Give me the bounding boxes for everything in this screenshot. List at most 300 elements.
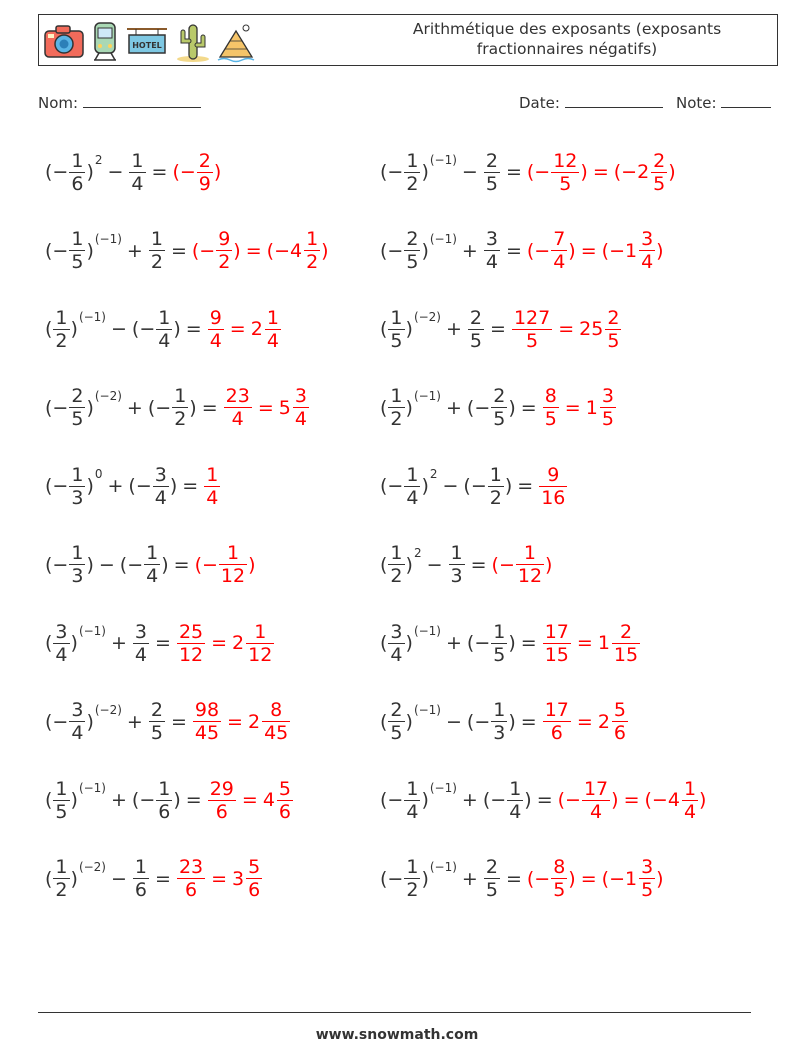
numerator: 1 (450, 542, 463, 564)
fraction (69, 385, 85, 430)
denominator: 3 (71, 565, 84, 587)
denominator: 4 (683, 800, 697, 823)
fraction (582, 778, 610, 823)
problem-question (380, 464, 538, 509)
fraction (491, 385, 507, 430)
title-line-1: Arithmétique des exposants (exposants (412, 20, 722, 38)
fraction (639, 228, 655, 273)
fraction (605, 307, 621, 352)
worksheet-header (38, 14, 778, 66)
fraction (156, 307, 172, 352)
problem-item (45, 216, 329, 286)
numerator: 2 (150, 699, 163, 721)
denominator: 5 (526, 329, 539, 352)
denominator: 2 (489, 486, 502, 509)
denominator: 6 (278, 800, 291, 823)
numerator: 3 (601, 385, 614, 407)
whole-number: 2 (232, 632, 245, 654)
numerator: 3 (154, 463, 167, 486)
parenthesis: ( (131, 318, 140, 340)
denominator: 4 (209, 329, 222, 352)
denominator: 5 (390, 329, 403, 352)
minus-sign: − (52, 239, 69, 262)
parenthesis: ( (380, 553, 388, 576)
parenthesis: ( (466, 710, 475, 733)
numerator: 7 (553, 228, 566, 250)
denominator: 3 (71, 486, 84, 509)
problem-item (380, 137, 676, 207)
numerator: 1 (406, 856, 419, 878)
denominator: 5 (641, 879, 654, 901)
parenthesis: ) (405, 632, 413, 654)
fraction (293, 385, 309, 430)
operator: − (111, 867, 127, 890)
denominator: 2 (218, 251, 231, 273)
parenthesis: ) (70, 632, 78, 654)
denominator: 15 (544, 643, 569, 666)
problem-answer (223, 385, 310, 430)
equals-sign: = (520, 396, 537, 419)
parenthesis: ) (699, 789, 707, 811)
numerator: 1 (266, 306, 279, 329)
fraction (484, 150, 500, 195)
problem-item (45, 608, 275, 678)
parenthesis: ( (45, 396, 53, 419)
numerator: 2 (493, 385, 506, 407)
parenthesis: ( (45, 318, 53, 340)
grade-label: Note: (676, 94, 717, 112)
fraction (133, 856, 149, 901)
whole-number: 25 (579, 318, 604, 340)
parenthesis: ( (380, 239, 388, 262)
numerator: 17 (544, 620, 569, 643)
parenthesis: ) (421, 789, 429, 811)
minus-sign: − (387, 161, 404, 183)
problem-item (380, 451, 568, 521)
fraction (651, 150, 667, 195)
equals-sign: = (505, 239, 522, 262)
pyramid-icon (216, 19, 260, 63)
numerator: 3 (641, 228, 654, 250)
denominator: 5 (71, 408, 84, 430)
numerator: 1 (71, 542, 84, 564)
parenthesis: ) (173, 789, 181, 811)
parenthesis: ( (644, 789, 652, 811)
minus-sign: − (565, 789, 581, 811)
parenthesis: ( (380, 789, 388, 811)
whole-number: 2 (247, 710, 261, 733)
denominator: 5 (653, 172, 666, 195)
denominator: 4 (71, 722, 84, 744)
numerator: 2 (406, 228, 419, 250)
parenthesis: ( (191, 239, 200, 262)
numerator: 1 (206, 463, 219, 486)
problem-answer (527, 150, 676, 195)
minus-sign: − (474, 396, 491, 419)
problem-item (45, 844, 263, 914)
exponent: (−2) (413, 310, 441, 324)
fraction (404, 228, 420, 273)
equals-sign: = (576, 710, 593, 733)
denominator: 6 (215, 800, 228, 823)
parenthesis: ( (45, 553, 53, 576)
exponent: (−1) (78, 310, 106, 324)
numerator: 2 (619, 620, 633, 643)
minus-sign: − (201, 553, 218, 576)
fraction (551, 150, 579, 195)
parenthesis: ) (545, 553, 553, 576)
grade-field[interactable] (676, 93, 771, 112)
minus-sign: − (179, 161, 196, 183)
minus-sign: − (609, 239, 625, 262)
denominator: 5 (150, 722, 163, 744)
name-field[interactable] (38, 93, 201, 112)
equals-sign: = (580, 239, 597, 262)
denominator: 3 (450, 565, 463, 587)
parenthesis: ) (504, 475, 513, 497)
parenthesis: ( (45, 161, 53, 183)
parenthesis: ) (86, 553, 94, 576)
fraction (543, 385, 559, 430)
fraction (388, 307, 404, 352)
fraction (208, 307, 224, 352)
tram-icon (90, 19, 120, 63)
problem-answer (492, 542, 553, 587)
equals-sign: = (470, 553, 487, 576)
parenthesis: ( (380, 867, 388, 890)
equals-sign: = (211, 632, 228, 654)
fraction (144, 542, 160, 587)
operator: − (446, 710, 462, 733)
denominator: 4 (131, 172, 144, 195)
parenthesis: ) (421, 867, 429, 890)
fraction (388, 385, 404, 430)
parenthesis: ) (405, 710, 413, 733)
problem-item (45, 530, 256, 600)
numerator: 12 (553, 149, 578, 172)
numerator: 1 (146, 542, 159, 564)
fraction (69, 150, 85, 195)
problem-answer (511, 307, 622, 352)
equals-sign: = (155, 867, 171, 890)
numerator: 1 (509, 777, 522, 800)
numerator: 29 (209, 777, 234, 800)
fraction (484, 856, 500, 901)
numerator: 1 (71, 463, 84, 486)
numerator: 1 (523, 542, 536, 564)
denominator: 12 (178, 643, 204, 666)
denominator: 4 (553, 251, 566, 273)
equals-sign: = (170, 239, 187, 262)
date-blank[interactable] (565, 93, 663, 108)
exponent: (−1) (413, 624, 441, 638)
problem-answer (176, 621, 275, 666)
minus-sign: − (470, 475, 487, 497)
numerator: 127 (513, 306, 551, 329)
fraction (484, 228, 500, 273)
problem-question (45, 621, 176, 666)
numerator: 2 (71, 385, 84, 407)
fraction (404, 856, 420, 901)
fraction (488, 464, 504, 509)
parenthesis: ( (266, 239, 275, 262)
denominator: 2 (55, 879, 68, 901)
numerator: 1 (55, 306, 68, 329)
operator: − (98, 553, 115, 576)
numerator: 1 (55, 856, 68, 878)
svg-text:HOTEL: HOTEL (132, 41, 162, 50)
whole-number: 4 (262, 789, 275, 811)
cactus-icon (174, 19, 212, 63)
denominator: 5 (493, 408, 506, 430)
problem-answer (176, 856, 263, 901)
numerator: 2 (607, 306, 620, 329)
numerator: 2 (390, 699, 403, 721)
parenthesis: ( (45, 710, 53, 733)
fraction (129, 150, 145, 195)
minus-sign: − (387, 239, 404, 262)
numerator: 5 (248, 856, 261, 878)
whole-number: 2 (637, 161, 650, 183)
parenthesis: ( (466, 396, 475, 419)
operator: + (461, 789, 478, 811)
problem-question (380, 621, 542, 666)
fraction (682, 778, 698, 823)
numerator: 1 (150, 228, 163, 250)
worksheet-title (377, 19, 757, 59)
denominator: 4 (206, 486, 219, 509)
numerator: 3 (390, 620, 403, 643)
numerator: 9 (209, 306, 222, 329)
parenthesis: ) (213, 161, 222, 183)
fraction (224, 385, 252, 430)
parenthesis: ( (380, 710, 388, 733)
denominator: 6 (158, 800, 171, 823)
fraction (69, 464, 85, 509)
fraction (197, 150, 213, 195)
problem-item (380, 687, 629, 757)
denominator: 6 (134, 879, 148, 901)
fraction (600, 385, 616, 430)
fraction (388, 542, 404, 587)
exponent: (−1) (78, 624, 106, 638)
denominator: 5 (553, 879, 566, 901)
equals-sign: = (592, 161, 609, 183)
minus-sign: − (609, 867, 625, 890)
denominator: 6 (550, 722, 563, 744)
denominator: 5 (71, 251, 84, 273)
numerator: 17 (544, 699, 569, 721)
equals-sign: = (576, 632, 593, 654)
exponent: 0 (94, 467, 103, 481)
denominator: 6 (248, 879, 261, 901)
date-label: Date: (519, 94, 560, 112)
problem-answer (172, 150, 221, 195)
minus-sign: − (498, 553, 515, 576)
exponent: (−1) (78, 781, 106, 795)
fraction (612, 699, 628, 744)
denominator: 12 (220, 565, 246, 587)
equals-sign: = (505, 161, 522, 183)
equals-sign: = (245, 239, 262, 262)
denominator: 4 (641, 251, 654, 273)
numerator: 1 (406, 149, 419, 172)
fraction (53, 621, 69, 666)
fraction (219, 542, 247, 587)
parenthesis: ) (421, 239, 429, 262)
parenthesis: ) (656, 239, 664, 262)
parenthesis: ( (194, 553, 202, 576)
equals-sign: = (520, 632, 537, 654)
parenthesis: ) (508, 632, 516, 654)
numerator: 1 (306, 228, 319, 250)
fraction (172, 385, 188, 430)
numerator: 3 (294, 385, 307, 407)
parenthesis: ) (70, 789, 78, 811)
equals-sign: = (151, 161, 168, 183)
exponent: (−1) (429, 153, 457, 167)
denominator: 2 (55, 329, 68, 352)
numerator: 1 (406, 463, 419, 486)
fraction (204, 464, 220, 509)
problem-item (45, 294, 282, 364)
minus-sign: − (621, 161, 638, 183)
minus-sign: − (387, 475, 404, 497)
problem-item (380, 608, 641, 678)
numerator: 1 (71, 228, 84, 250)
date-field[interactable] (519, 93, 663, 112)
denominator: 4 (485, 251, 498, 273)
denominator: 4 (146, 565, 159, 587)
operator: − (442, 475, 459, 497)
whole-number: 3 (232, 867, 245, 890)
minus-sign: − (534, 161, 551, 183)
denominator: 5 (485, 172, 498, 195)
fraction (177, 856, 205, 901)
denominator: 6 (613, 722, 626, 744)
numerator: 3 (71, 699, 84, 721)
problem-question (380, 228, 527, 273)
parenthesis: ( (380, 161, 388, 183)
problem-question (380, 307, 511, 352)
numerator: 3 (55, 620, 68, 643)
fraction (449, 542, 465, 587)
equals-sign: = (580, 867, 597, 890)
numerator: 1 (134, 856, 148, 878)
denominator: 45 (194, 722, 220, 744)
whole-number: 1 (585, 396, 598, 419)
parenthesis: ( (601, 239, 610, 262)
numerator: 1 (406, 777, 419, 800)
fraction (277, 778, 293, 823)
denominator: 3 (493, 722, 506, 744)
problem-item (380, 294, 622, 364)
exponent: (−2) (78, 859, 106, 874)
footer-url: www.snowmath.com (315, 1027, 479, 1043)
fraction (149, 228, 165, 273)
denominator: 5 (601, 408, 614, 430)
parenthesis: ( (466, 632, 475, 654)
numerator: 1 (683, 777, 697, 800)
numerator: 1 (489, 463, 502, 486)
numerator: 2 (198, 149, 211, 172)
parenthesis: ) (580, 161, 588, 183)
problem-answer (558, 778, 707, 823)
numerator: 23 (225, 385, 250, 407)
minus-sign: − (490, 789, 507, 811)
parenthesis: ) (189, 396, 197, 419)
parenthesis: ) (524, 789, 532, 811)
problem-answer (207, 307, 282, 352)
parenthesis: ) (405, 318, 413, 340)
denominator: 2 (390, 408, 403, 430)
operator: + (446, 632, 462, 654)
numerator: 1 (390, 306, 403, 329)
whole-number: 1 (597, 632, 610, 654)
problem-answer (192, 699, 291, 744)
problem-question (45, 385, 223, 430)
fraction (216, 228, 232, 273)
exponent: (−1) (429, 231, 457, 246)
numerator: 1 (493, 699, 506, 721)
whole-number: 1 (624, 867, 638, 890)
parenthesis: ( (380, 475, 388, 497)
parenthesis: ( (45, 632, 53, 654)
parenthesis: ( (380, 396, 388, 419)
equals-sign: = (241, 789, 258, 811)
problem-question (45, 699, 192, 744)
equals-sign: = (257, 396, 274, 419)
fraction (404, 778, 420, 823)
equals-sign: = (558, 318, 575, 340)
problem-item (45, 687, 291, 757)
minus-sign: − (139, 789, 156, 811)
fraction (69, 699, 85, 744)
denominator: 12 (517, 565, 543, 587)
grade-blank[interactable] (721, 93, 771, 108)
denominator: 4 (231, 408, 244, 430)
operator: − (107, 161, 124, 183)
minus-sign: − (534, 867, 551, 890)
denominator: 9 (198, 172, 211, 195)
operator: + (461, 239, 478, 262)
parenthesis: ( (380, 632, 388, 654)
numerator: 3 (134, 620, 148, 643)
parenthesis: ( (463, 475, 471, 497)
numerator: 5 (278, 777, 291, 800)
fraction (388, 699, 404, 744)
denominator: 5 (469, 329, 483, 352)
parenthesis: ) (508, 710, 516, 733)
whole-number: 4 (289, 239, 303, 262)
fraction (193, 699, 221, 744)
operator: + (446, 318, 462, 340)
minus-sign: − (52, 553, 69, 576)
fraction (404, 464, 420, 509)
fraction (304, 228, 320, 273)
fraction (539, 464, 567, 509)
denominator: 2 (406, 879, 419, 901)
operator: + (126, 396, 143, 419)
exponent: (−1) (413, 702, 441, 717)
parenthesis: ( (380, 318, 388, 340)
parenthesis: ( (613, 161, 622, 183)
fraction (53, 856, 69, 901)
fraction (208, 778, 236, 823)
name-blank[interactable] (83, 93, 201, 108)
problem-question (380, 856, 527, 901)
fraction (551, 228, 567, 273)
